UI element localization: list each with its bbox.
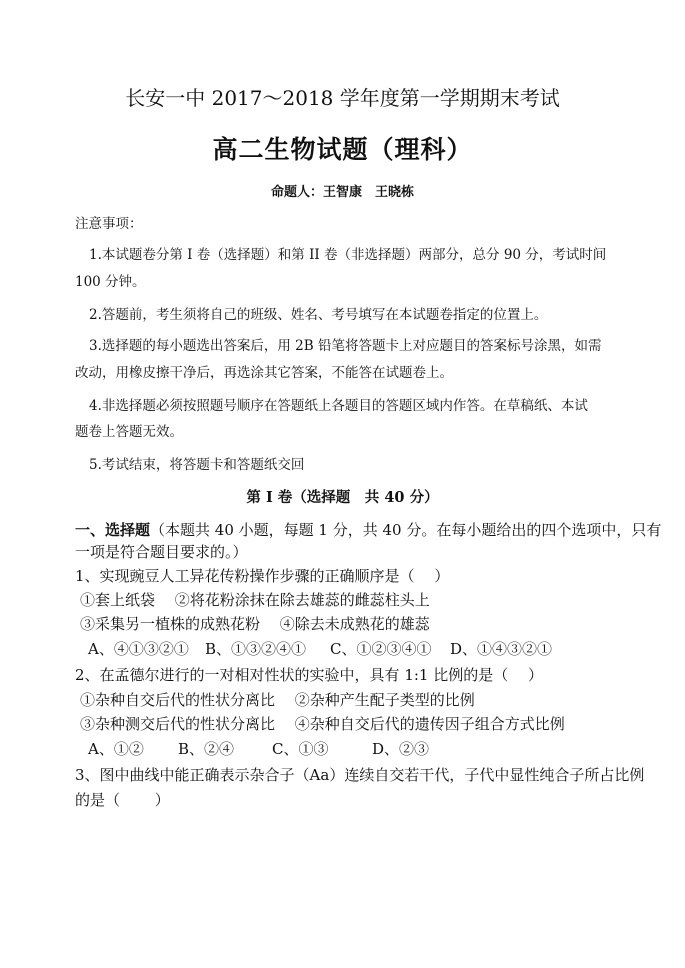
notice-heading: 注意事项：	[75, 216, 143, 232]
question-2-items-line-1: ①杂种自交后代的性状分离比 ②杂种产生配子类型的比例	[80, 691, 475, 709]
question-1-items-line-2: ③采集另一植株的成熟花粉 ④除去未成熟花的雄蕊	[80, 615, 430, 633]
question-2-option-d: D、②③	[372, 740, 430, 758]
question-2-option-c: C、①③	[272, 740, 329, 758]
question-2-option-a: A、①②	[88, 740, 144, 758]
notice-item-2: 2.答题前，考生须将自己的班级、姓名、考号填写在本试题卷指定的位置上。	[89, 307, 548, 323]
section-1-heading: 第 I 卷（选择题 共 40 分）	[246, 489, 439, 506]
question-1-stem: 1、实现豌豆人工异花传粉操作步骤的正确顺序是（ ）	[75, 567, 450, 585]
notice-item-4-line-2: 题卷上答题无效。	[75, 424, 183, 440]
question-2-items-line-2: ③杂种测交后代的性状分离比 ④杂种自交后代的遗传因子组合方式比例	[80, 715, 565, 733]
question-1-items-line-1: ①套上纸袋 ②将花粉涂抹在除去雄蕊的雌蕊柱头上	[80, 591, 430, 609]
notice-item-3-line-1: 3.选择题的每小题选出答案后，用 2B 铅笔将答题卡上对应题目的答案标号涂黑，如需	[89, 338, 602, 354]
question-3-stem-line-2: 的是（ ）	[75, 791, 170, 809]
notice-item-5: 5.考试结束，将答题卡和答题纸交回	[89, 457, 305, 473]
section-1-intro-label: 一、选择题	[75, 521, 151, 539]
section-1-intro-line-1	[75, 519, 661, 540]
question-3-stem-line-1: 3、图中曲线中能正确表示杂合子（Aa）连续自交若干代，子代中显性纯合子所占比例	[75, 766, 645, 784]
question-1-option-a: A、④①③②①	[88, 640, 189, 658]
notice-item-1-line-2: 100 分钟。	[75, 274, 146, 290]
question-1-option-c: C、①②③④①	[330, 640, 432, 658]
section-1-intro-line-2: 一项是符合题目要求的。）	[75, 543, 248, 561]
authors-line: 命题人：王智康 王晓栋	[270, 185, 414, 200]
notice-item-4-line-1: 4.非选择题必须按照题号顺序在答题纸上各题目的答题区域内作答。在草稿纸、本试	[89, 398, 588, 414]
question-2-option-b: B、②④	[178, 740, 235, 758]
notice-item-3-line-2: 改动，用橡皮擦干净后，再选涂其它答案，不能答在试题卷上。	[75, 365, 453, 381]
school-exam-line: 长安一中 2017～2018 学年度第一学期期末考试	[125, 86, 560, 110]
question-1-option-d: D、①④③②①	[450, 640, 553, 658]
notice-item-1-line-1: 1.本试题卷分第 I 卷（选择题）和第 II 卷（非选择题）两部分，总分 90 分，考试时间	[89, 247, 607, 263]
question-1-option-b: B、①③②④①	[205, 640, 307, 658]
page-title: 高二生物试题（理科）	[212, 135, 473, 164]
section-1-intro-text: （本题共 40 小题，每题 1 分，共 40 分。在每小题给出的四个选项中，只有	[150, 521, 662, 539]
question-2-stem: 2、在孟德尔进行的一对相对性状的实验中，具有 1:1 比例的是（ ）	[75, 666, 543, 684]
